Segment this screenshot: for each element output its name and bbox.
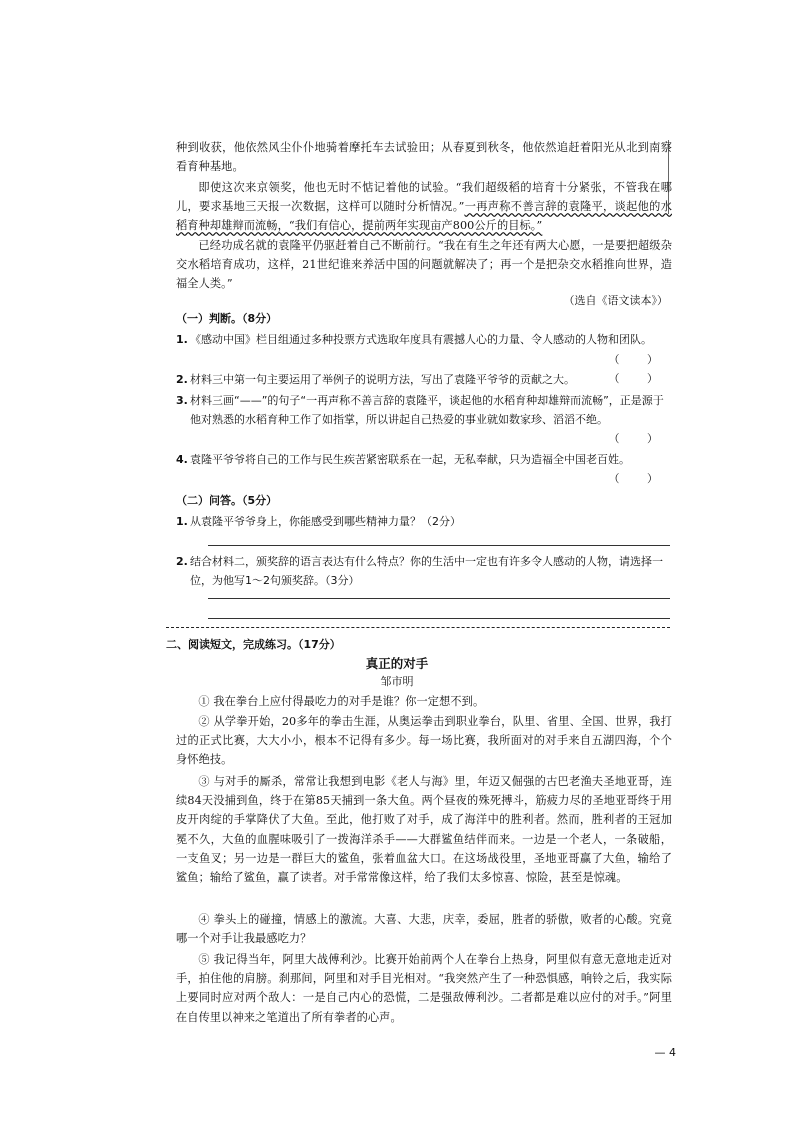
judge-item-1 [176, 330, 672, 349]
judge-item-text: 材料三中第一句主要运用了举例子的说明方法，写出了袁隆平爷爷的贡献之大。 [190, 373, 575, 386]
article-paragraph-4: ④ 拳头上的碰撞，情感上的激流。大喜、大悲，庆幸，委屈，胜者的骄傲，败者的心酸。究竟哪一个对手让我最感吃力？ [176, 913, 672, 946]
judge-item-number: 4. [176, 453, 188, 466]
material-paragraph-2-quote: 即使这次来京领奖，他也无时不惦记着他的试验。“我们超级稻的培育十分紧张，不管我在哪儿，要求基地三天报一次数据，这样可以随时分析情况。” [176, 181, 672, 214]
article-paragraph-1: ① 我在拳台上应付得最吃力的对手是谁？你一定想不到。 [198, 695, 485, 708]
judge-item-3 [176, 391, 672, 429]
article-title: 真正的对手 [365, 656, 429, 671]
qa-item-1 [176, 512, 672, 531]
answer-paren-1[interactable]: （ ） [608, 353, 670, 366]
judge-item-text: 材料三画“——”的句子“一再声称不善言辞的袁隆平，谈起他的水稻育种却雄辩而流畅”，正是源于他对熟悉的水稻育种工作了如指掌，所以讲起自己热爱的事业就如数家珍、滔滔不绝。 [190, 394, 664, 426]
material-paragraph-3: 已经功成名就的袁隆平仍驱赶着自己不断前行。“我在有生之年还有两大心愿，一是要把超级杂交水稻培育成功，这样，21世纪谁来养活中国的问题就解决了；再一个是把杂交水稻推向世界，造福全人类。” [176, 239, 672, 291]
article-paragraph-2: ② 从学拳开始，20多年的拳击生涯，从奥运拳击到职业拳台，队里、省里、全国、世界，我打过的正式比赛，大大小小，根本不记得有多少。每一场比赛，我所面对的对手来自五湖四海，个个身怀绝技。 [176, 715, 672, 767]
judge-item-number: 2. [176, 373, 188, 386]
judge-item-2 [176, 370, 672, 389]
part2-heading: （二）问答。（5分） [176, 494, 278, 507]
judge-item-4 [176, 450, 672, 469]
part1-heading: （一）判断。（8分） [176, 312, 278, 325]
section2-heading: 二、阅读短文，完成练习。（17分） [166, 638, 341, 651]
source-note: （选自《语文读本》） [563, 294, 668, 307]
article-author: 邹市明 [380, 675, 414, 688]
qa-item-text: 结合材料二，颁奖辞的语言表达有什么特点？你的生活中一定也有许多令人感动的人物，请选择一位，为他写1～2句颁奖辞。（3分） [190, 555, 663, 587]
material-paragraph-2 [176, 178, 672, 236]
answer-line[interactable] [208, 545, 670, 546]
answer-paren-2[interactable]: （ ） [608, 372, 670, 385]
qa-item-number: 1. [176, 515, 188, 528]
material-paragraph-2-underlined: 一再声称不善言辞的袁隆平，谈起他的水稻育种却雄辩而流畅，“我们有信心，提前两年实现亩产800公斤的目标。” [176, 200, 672, 233]
answer-paren-4[interactable]: （ ） [608, 472, 670, 485]
page-number: — 4 [654, 1046, 676, 1059]
answer-paren-3[interactable]: （ ） [608, 432, 670, 445]
material-paragraph-1: 种到收获，他依然风尘仆仆地骑着摩托车去试验田；从春夏到秋冬，他依然追赶着阳光从北到南察看育种基地。 [176, 141, 672, 174]
judge-item-text: 《感动中国》栏目组通过多种投票方式选取年度具有震撼人心的力量、令人感动的人物和团队。 [190, 333, 652, 346]
answer-line[interactable] [208, 618, 670, 619]
qa-item-2 [176, 552, 672, 590]
section-divider [166, 627, 670, 628]
judge-item-text: 袁隆平爷爷将自己的工作与民生疾苦紧密联系在一起，无私奉献，只为造福全中国老百姓。 [190, 453, 630, 466]
qa-item-text: 从袁隆平爷爷身上，你能感受到哪些精神力量？（2分） [190, 515, 461, 528]
judge-item-number: 1. [176, 333, 188, 346]
judge-item-number: 3. [176, 394, 188, 407]
qa-item-number: 2. [176, 555, 188, 568]
article-paragraph-3: ③ 与对手的厮杀，常常让我想到电影《老人与海》里，年迈又倔强的古巴老渔夫圣地亚哥，连续84天没捕到鱼，终于在第85天捕到一条大鱼。两个昼夜的殊死搏斗，筋疲力尽的圣地亚哥终于用皮开肉绽的手掌降伏了大鱼。至此，他打败了对手，成了海洋中的胜利者。然而，胜利者的王冠加冕不久，大鱼的血腥味吸引了一拨海洋杀手——大群鲨鱼结伴而来。一边是一个老人，一条破船，一支鱼叉；另一边是一群巨大的鲨鱼，张着血盆大口。在这场战役里，圣地亚哥赢了大鱼，输给了鲨鱼；输给了鲨鱼，赢了读者。对手常常像这样，给了我们太多惊喜、惊险，甚至是惊魂。 [176, 775, 672, 885]
answer-line[interactable] [208, 598, 670, 599]
article-paragraph-5: ⑤ 我记得当年，阿里大战傅利沙。比赛开始前两个人在拳台上热身，阿里似有意无意地走近对手，拍住他的肩膀。刹那间，阿里和对手目光相对。“我突然产生了一种恐惧感，响铃之后，我实际上要同时应对两个敌人：一是自己内心的恐慌，二是强敌傅利沙。二者都是难以应付的对手。”阿里在自传里以神来之笔道出了所有拳者的心声。 [176, 953, 672, 1024]
